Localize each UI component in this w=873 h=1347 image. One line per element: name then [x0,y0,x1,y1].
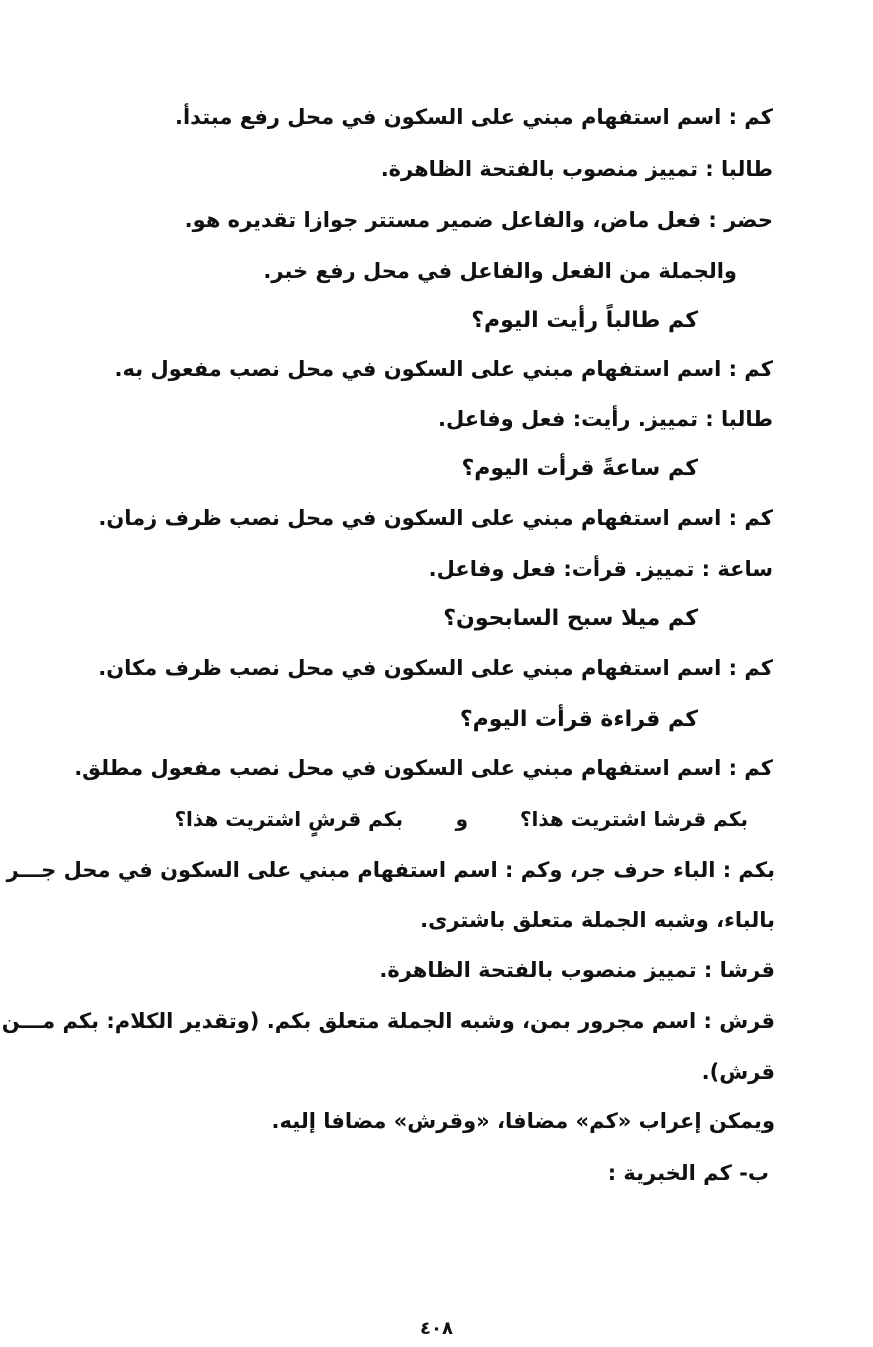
text-line: كم : اسم استفهام مبني على السكون في محل نصب ظرف مكان. [98,656,773,680]
example-pair-joiner: و [455,807,468,831]
example-sentence: كم ميلا سبح السابحون؟ [443,606,698,631]
text-line: ويمكن إعراب «كم» مضافا، «وقرش» مضافا إليه. [271,1109,775,1133]
text-line: كم : اسم استفهام مبني على السكون في محل نصب مفعول مطلق. [74,756,773,780]
text-line: كم : اسم استفهام مبني على السكون في محل نصب ظرف زمان. [98,506,773,530]
text-line: طالبا : تمييز منصوب بالفتحة الظاهرة. [380,157,773,181]
page-number: ٤٠٨ [420,1318,453,1339]
text-line: كم : اسم استفهام مبني على السكون في محل رفع مبتدأ. [174,105,773,129]
text-line: ساعة : تمييز. قرأت: فعل وفاعل. [428,557,773,581]
text-line: قرش : اسم مجرور بمن، وشبه الجملة متعلق بكم. (وتقدير الكلام: بكم مـــن [1,1009,775,1033]
text-line: قرش). [701,1060,775,1084]
example-pair-second: بكم قرشٍ اشتريت هذا؟ [174,807,403,831]
section-heading: ب- كم الخبرية : [607,1161,769,1185]
example-sentence: كم طالباً رأيت اليوم؟ [471,308,698,333]
example-sentence: كم قراءة قرأت اليوم؟ [459,707,698,732]
text-line: قرشا : تمييز منصوب بالفتحة الظاهرة. [379,958,775,982]
text-line: بكم : الباء حرف جر، وكم : اسم استفهام مبني على السكون في محل جـــر [6,858,775,882]
text-line: طالبا : تمييز. رأيت: فعل وفاعل. [437,407,773,431]
example-pair-first: بكم قرشا اشتريت هذا؟ [519,807,748,831]
example-sentence: كم ساعةً قرأت اليوم؟ [461,456,698,481]
text-line: كم : اسم استفهام مبني على السكون في محل نصب مفعول به. [114,357,773,381]
text-line: حضر : فعل ماض، والفاعل ضمير مستتر جوازا تقديره هو. [184,208,773,232]
text-line: بالباء، وشبه الجملة متعلق باشترى. [420,908,775,932]
text-line: والجملة من الفعل والفاعل في محل رفع خبر. [263,259,737,283]
